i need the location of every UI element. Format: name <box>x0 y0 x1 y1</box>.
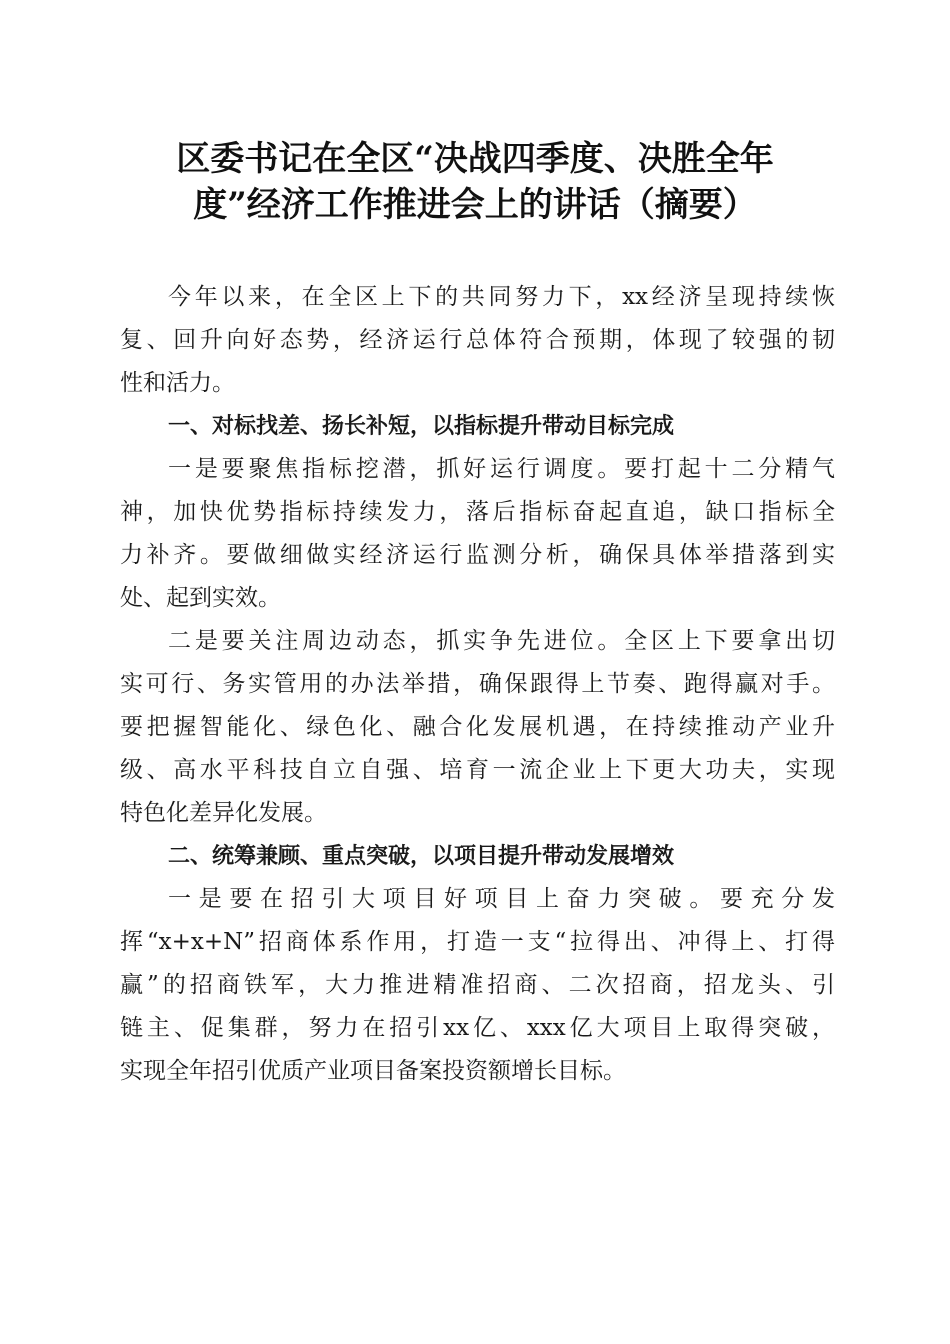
paragraph-line: 一是要在招引大项目好项目上奋力突破。要充分发 <box>168 886 835 912</box>
heading-line: 二、统筹兼顾、重点突破，以项目提升带动发展增效 <box>168 844 675 869</box>
paragraph <box>120 620 835 835</box>
paragraph-line: 实现全年招引优质产业项目备案投资额增长目标。 <box>120 1058 626 1084</box>
paragraph-line: 神，加快优势指标持续发力，落后指标奋起直追，缺口指标全 <box>120 499 835 525</box>
paragraph <box>120 276 835 405</box>
paragraph-line: 一是要聚焦指标挖潜，抓好运行调度。要打起十二分精气 <box>168 456 835 482</box>
paragraph-line: 二是要关注周边动态，抓实争先进位。全区上下要拿出切 <box>168 628 835 654</box>
paragraph-line: 复、回升向好态势，经济运行总体符合预期，体现了较强的韧 <box>120 327 835 353</box>
section-heading <box>120 835 835 878</box>
heading-line: 一、对标找差、扬长补短，以指标提升带动目标完成 <box>168 414 675 439</box>
paragraph <box>120 448 835 620</box>
paragraph-line: 特色化差异化发展。 <box>120 800 327 826</box>
paragraph-line: 今年以来，在全区上下的共同努力下，xx经济呈现持续恢 <box>168 284 835 310</box>
paragraph-line: 性和活力。 <box>120 370 235 396</box>
paragraph <box>120 878 835 1093</box>
paragraph-line: 级、高水平科技自立自强、培育一流企业上下更大功夫，实现 <box>120 757 835 783</box>
paragraph-line: 实可行、务实管用的办法举措，确保跟得上节奏、跑得赢对手。 <box>120 671 835 697</box>
section-heading <box>120 405 835 448</box>
page-title <box>120 136 830 228</box>
title-line: 度”经济工作推进会上的讲话（摘要） <box>193 185 757 225</box>
title-line: 区委书记在全区“决战四季度、决胜全年 <box>176 139 774 179</box>
paragraph-line: 链主、促集群，努力在招引xx亿、xxx亿大项目上取得突破， <box>120 1015 835 1041</box>
paragraph-line: 力补齐。要做细做实经济运行监测分析，确保具体举措落到实 <box>120 542 835 568</box>
paragraph-line: 赢”的招商铁军，大力推进精准招商、二次招商，招龙头、引 <box>120 972 835 998</box>
paragraph-line: 处、起到实效。 <box>120 585 281 611</box>
document-body <box>120 276 835 1093</box>
paragraph-line: 挥“x+x+N”招商体系作用，打造一支“拉得出、冲得上、打得 <box>120 929 835 955</box>
paragraph-line: 要把握智能化、绿色化、融合化发展机遇，在持续推动产业升 <box>120 714 835 740</box>
